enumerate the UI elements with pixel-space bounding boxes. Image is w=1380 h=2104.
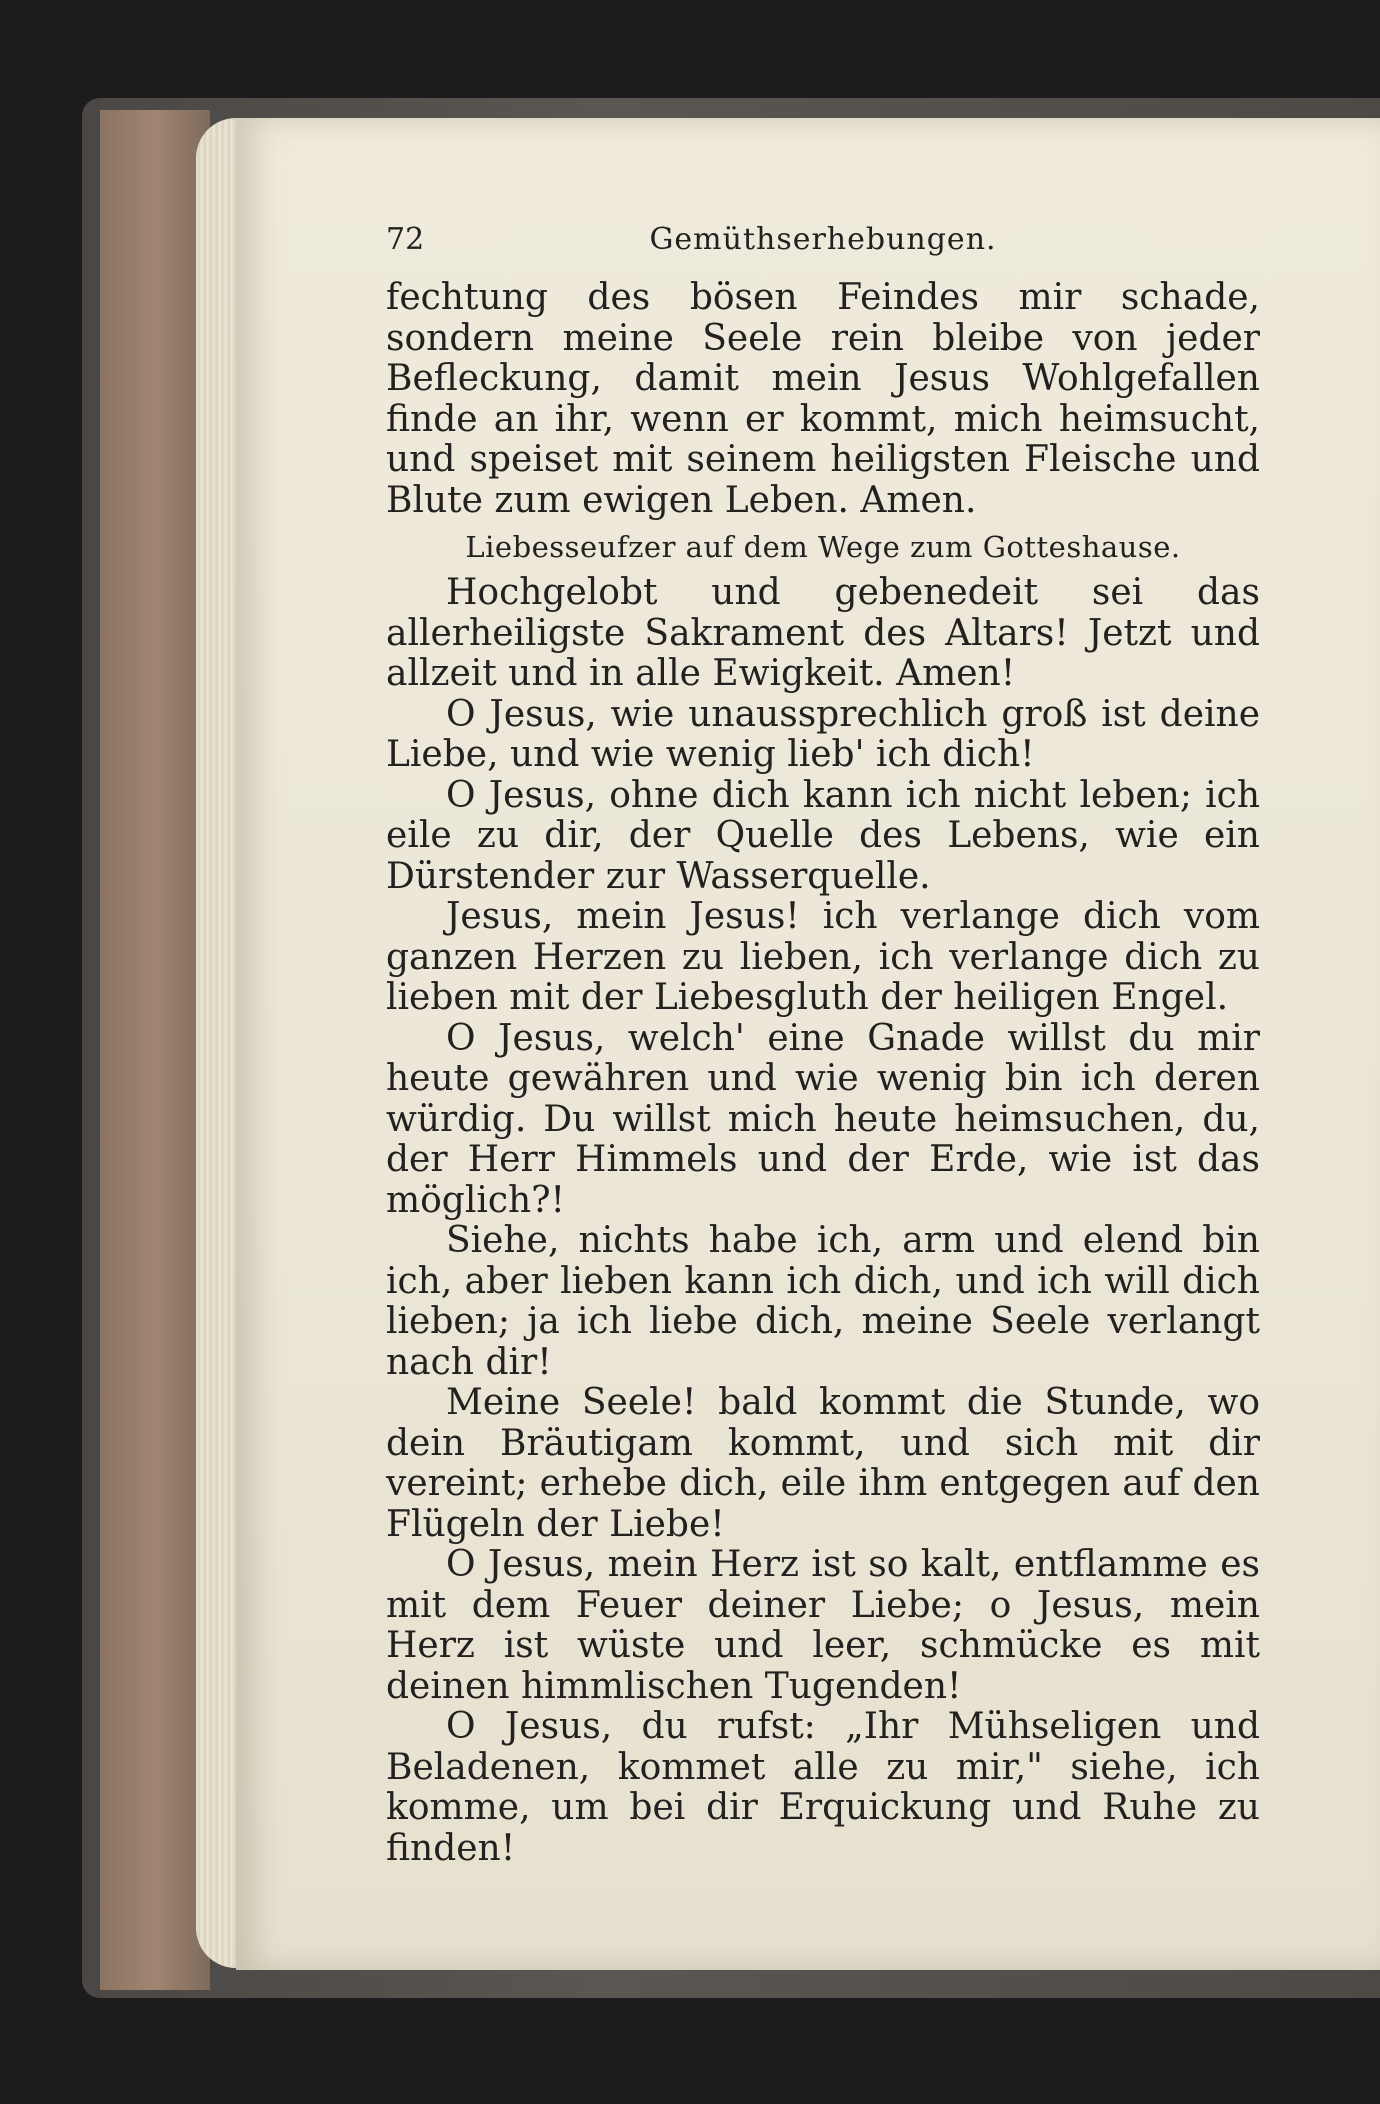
paragraph: Meine Seele! bald kommt die Stunde, wo dein Bräutigam kommt, und sich mit dir vereint; erhebe dich, eile ihm entgegen auf den Flügeln der Liebe! — [386, 1382, 1260, 1545]
body-text — [386, 278, 1260, 1869]
paragraph: O Jesus, ohne dich kann ich nicht leben; ich eile zu dir, der Quelle des Lebens, wie ein Dürstender zur Wasserquelle. — [386, 774, 1260, 897]
page-number: 72 — [386, 222, 425, 257]
continued-paragraph: fechtung des bösen Feindes mir schade, sondern meine Seele rein bleibe von jeder Befleckung, damit mein Jesus Wohlgefallen finde an ihr, wenn er kommt, mich heimsucht, und speiset mit seinem heiligsten Fleische und Blute zum ewigen Leben. Amen. — [386, 277, 1260, 521]
paragraph: Siehe, nichts habe ich, arm und elend bin ich, aber lieben kann ich dich, und ich will dich lieben; ja ich liebe dich, meine Seele verlangt nach dir! — [386, 1220, 1260, 1383]
paragraph: O Jesus, du rufst: „Ihr Mühseligen und Beladenen, kommet alle zu mir," siehe, ich komme, um bei dir Erquickung und Ruhe zu finden! — [386, 1706, 1260, 1869]
paragraph: Jesus, mein Jesus! ich verlange dich vom ganzen Herzen zu lieben, ich verlange dich zu lieben mit der Liebesgluth der heiligen Engel. — [386, 896, 1260, 1018]
section-heading: Liebesseufzer auf dem Wege zum Gotteshause. — [465, 530, 1181, 564]
paragraph: O Jesus, wie unaussprechlich groß ist deine Liebe, und wie wenig lieb' ich dich! — [386, 693, 1260, 775]
paragraph: Hochgelobt und gebenedeit sei das allerheiligste Sakrament des Altars! Jetzt und allzeit und in alle Ewigkeit. Amen! — [386, 572, 1260, 694]
cover-board-edge — [100, 110, 210, 1990]
page-header — [386, 222, 1260, 270]
paragraph: O Jesus, welch' eine Gnade willst du mir heute gewähren und wie wenig bin ich deren würdig. Du willst mich heute heimsuchen, du, der Herr Himmels und der Erde, wie ist das möglich?! — [386, 1017, 1260, 1221]
paragraph: O Jesus, mein Herz ist so kalt, entflamme es mit dem Feuer deiner Liebe; o Jesus, mein Herz ist wüste und leer, schmücke es mit deinen himmlischen Tugenden! — [386, 1544, 1260, 1707]
running-head: Gemüthserhebungen. — [649, 222, 997, 257]
page-content — [386, 222, 1260, 1869]
